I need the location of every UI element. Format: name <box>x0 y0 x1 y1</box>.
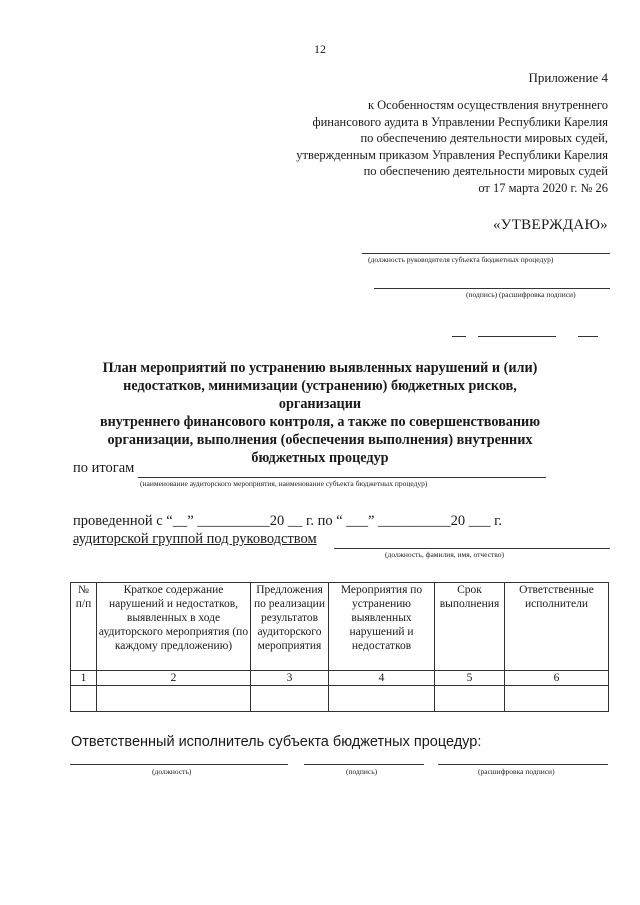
basis-line: утвержденным приказом Управления Республики Карелия <box>296 147 608 162</box>
footer-position-caption: (должность) <box>152 767 192 776</box>
basis-line: финансового аудита в Управлении Республики Карелия <box>312 114 608 129</box>
basis-line: к Особенностям осуществления внутреннего <box>367 98 608 112</box>
appendix-basis <box>248 97 608 196</box>
table-cell <box>435 686 505 712</box>
results-line <box>138 477 546 478</box>
table-cell <box>97 686 251 712</box>
title-line: План мероприятий по устранению выявленных нарушений и (или) <box>102 360 538 376</box>
approve-position-caption: (должность руководителя субъекта бюджетных процедур) <box>368 255 554 264</box>
number-cell: 4 <box>329 671 435 686</box>
title-line: бюджетных процедур <box>251 450 389 466</box>
plan-table <box>70 582 609 712</box>
basis-line: по обеспечению деятельности мировых судей <box>363 164 608 178</box>
number-cell: 6 <box>505 671 609 686</box>
table-cell <box>329 686 435 712</box>
footer-position-line <box>70 764 288 765</box>
footer-signature-caption: (подпись) <box>346 767 378 776</box>
table-row <box>71 686 609 712</box>
conducted-line: проведенной с “__” __________20 __ г. по “ ___” __________20 ___ г. <box>73 513 503 529</box>
results-label: по итогам <box>73 460 135 476</box>
header-cell: № п/п <box>71 583 97 671</box>
approve-heading: «УТВЕРЖДАЮ» <box>493 217 608 233</box>
page-number: 12 <box>314 42 326 56</box>
title-line: внутреннего финансового контроля, а также по совершенствованию <box>99 414 541 430</box>
footer-signature-line <box>304 764 424 765</box>
approve-position-line <box>362 253 610 254</box>
approve-signature-line <box>374 288 610 289</box>
basis-line: по обеспечению деятельности мировых судей, <box>360 131 608 145</box>
plan-title <box>92 359 548 467</box>
number-cell: 3 <box>251 671 329 686</box>
footer-decoding-line <box>438 764 608 765</box>
footer-decoding-caption: (расшифровка подписи) <box>478 767 555 776</box>
header-cell: Срок выполнения <box>435 583 505 671</box>
results-caption: (наименование аудиторского мероприятия, наименование субъекта бюджетных процедур) <box>140 479 428 488</box>
number-cell: 1 <box>71 671 97 686</box>
table-cell <box>505 686 609 712</box>
date-day-line <box>452 336 466 337</box>
title-line: недостатков, минимизации (устранению) бюджетных рисков, организации <box>123 378 517 412</box>
title-line: организации, выполнения (обеспечения выполнения) внутренних <box>107 432 533 448</box>
table-cell <box>71 686 97 712</box>
date-year-line <box>578 336 598 337</box>
table-header-row <box>71 583 609 671</box>
group-label: аудиторской группой под руководством <box>73 531 317 547</box>
number-cell: 5 <box>435 671 505 686</box>
table-cell <box>251 686 329 712</box>
header-cell: Ответственные исполнители <box>505 583 609 671</box>
table-number-row <box>71 671 609 686</box>
date-month-line <box>478 336 556 337</box>
approve-signature-caption: (подпись) (расшифровка подписи) <box>466 290 576 299</box>
appendix-label: Приложение 4 <box>528 70 608 85</box>
header-cell: Мероприятия по устранению выявленных нарушений и недостатков <box>329 583 435 671</box>
group-leader-line <box>334 548 610 549</box>
number-cell: 2 <box>97 671 251 686</box>
header-cell: Краткое содержание нарушений и недостатков, выявленных в ходе аудиторского мероприятия (по каждому предложению) <box>97 583 251 671</box>
header-cell: Предложения по реализации результатов аудиторского мероприятия <box>251 583 329 671</box>
group-caption: (должность, фамилия, имя, отчество) <box>385 550 505 559</box>
basis-line: от 17 марта 2020 г. № 26 <box>478 180 608 195</box>
responsible-label: Ответственный исполнитель субъекта бюджетных процедур: <box>71 734 482 750</box>
